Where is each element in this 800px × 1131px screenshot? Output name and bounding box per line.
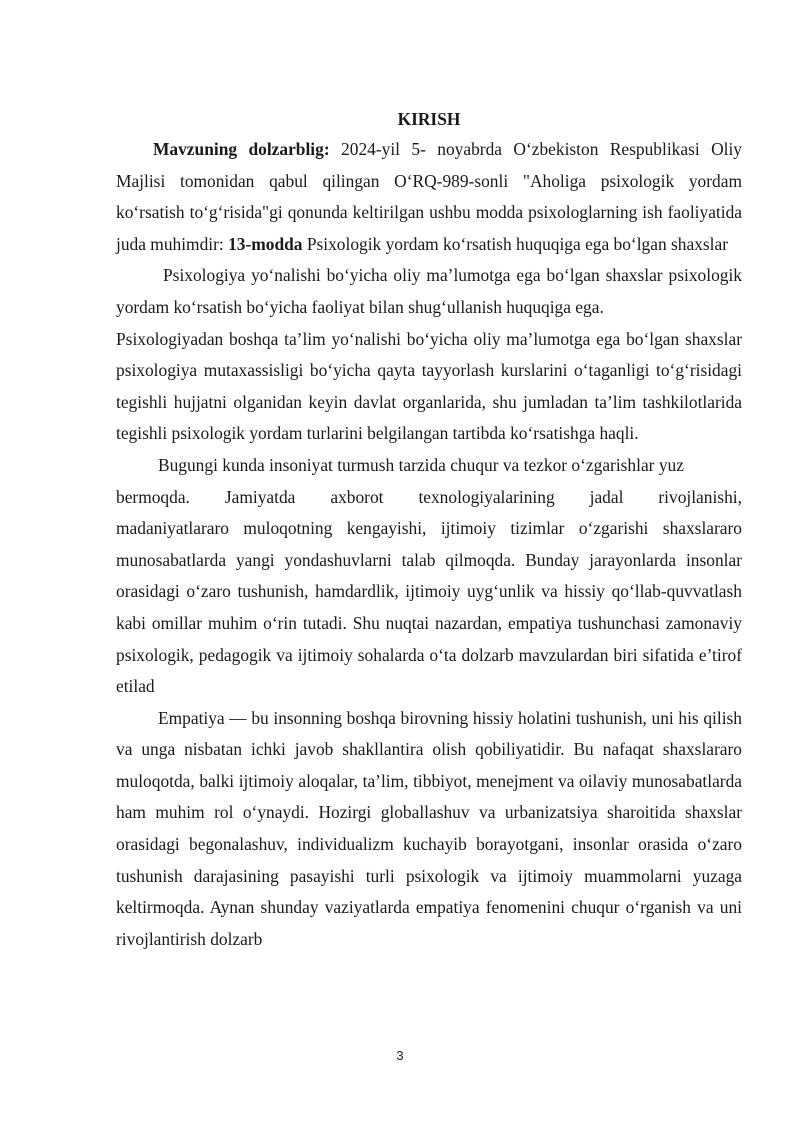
- word: axborot: [330, 486, 384, 507]
- article-number: 13-modda: [228, 233, 303, 254]
- paragraph-today-rest: madaniyatlararo muloqotning kengayishi, ijtimoiy tizimlar o‘zgarishi shaxslararo munosabatlarda yangi yondashuvlarni talab qilmoqda. Bunday jarayonlarda insonlar orasidagi o‘zaro tushunish, hamdardlik, ijtimoiy uyg‘unlik va hissiy qo‘llab-quvvatlash kabi omillar muhim o‘rin tutadi. Shu nuqtai nazardan, empatiya tushunchasi zamonaviy psixologik, pedagogik va ijtimoiy sohalarda o‘ta dolzarb mavzulardan biri sifatida e’tirof etilad: [116, 518, 742, 697]
- word: Jamiyatda: [224, 486, 296, 507]
- paragraph-relevance: [116, 134, 742, 260]
- relevance-lead: Mavzuning dolzarblig:: [153, 139, 330, 159]
- paragraph-psychology-degree: Psixologiya yo‘nalishi bo‘yicha oliy ma’lumotga ega bo‘lgan shaxslar psixologik yordam ko‘rsatish bo‘yicha faoliyat bilan shug‘ullanish huquqiga ega.: [116, 265, 742, 317]
- word: jadal: [589, 486, 624, 507]
- page-content: [116, 108, 742, 955]
- paragraph-other-degree: Psixologiyadan boshqa ta’lim yo‘nalishi bo‘yicha oliy ma’lumotga ega bo‘lgan shaxslar psixologiya mutaxassisligi bo‘yicha qayta tayyorlash kurslarini o‘taganligi to‘g‘risidagi tegishli hujjatni olganidan keyin davlat organlarida, shu jumladan ta’lim tashkilotlarida tegishli psixologik yordam turlarini belgilangan tartibda ko‘rsatishga haqli.: [116, 328, 742, 444]
- relevance-text-b: Psixologik yordam ko‘rsatish huquqiga ega bo‘lgan shaxslar: [302, 233, 729, 254]
- paragraph-today-line2: [116, 482, 742, 514]
- relevance-text-a: 2024-yil 5- noyabrda O‘zbekiston Respublikasi Oliy Majlisi tomonidan qabul qilingan O‘RQ-989-sonli "Aholiga psixologik yordam ko‘rsatish to‘g‘risida"gi qonunda keltirilgan ushbu modda psixologlarning ish faoliyatida juda muhimdir:: [116, 139, 742, 254]
- paragraph-empathy: Empatiya — bu insonning boshqa birovning hissiy holatini tushunish, uni his qilish va unga nisbatan ichki javob shakllantira olish qobiliyatidir. Bu nafaqat shaxslararo muloqotda, balki ijtimoiy aloqalar, ta’lim, tibbiyot, menejment va oilaviy munosabatlarda ham muhim rol o‘ynaydi. Hozirgi globallashuv va urbanizatsiya sharoitida shaxslar orasidagi begonalashuv, individualizm kuchayib borayotgani, insonlar orasida o‘zaro tushunish darajasining pasayishi turli psixologik va ijtimoiy muammolarni yuzaga keltirmoqda. Aynan shunday vaziyatlarda empatiya fenomenini chuqur o‘rganish va uni rivojlantirish dolzarb: [116, 707, 742, 949]
- word: bermoqda.: [116, 486, 190, 507]
- word: texnologiyalarining: [418, 486, 555, 507]
- paragraph-today-line1: Bugungi kunda insoniyat turmush tarzida chuqur va tezkor o‘zgarishlar yuz: [158, 454, 684, 475]
- section-heading: KIRISH: [397, 109, 461, 129]
- page-number: 3: [396, 1048, 404, 1063]
- word: rivojlanishi,: [658, 486, 742, 507]
